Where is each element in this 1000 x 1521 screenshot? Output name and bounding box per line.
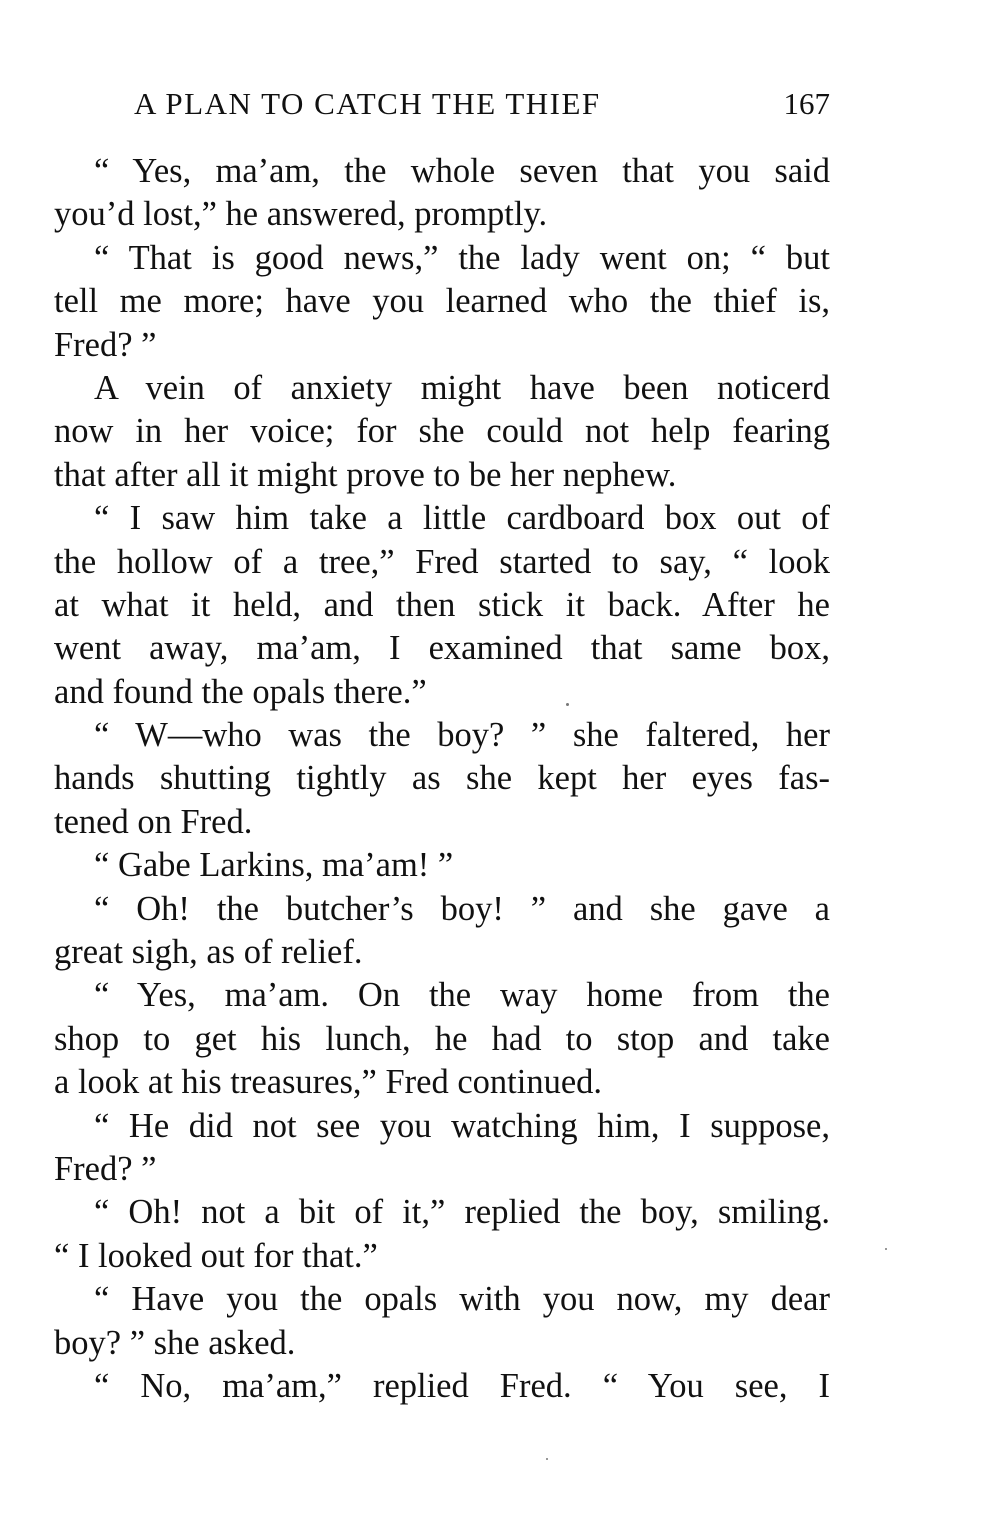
text-line: and found the opals there.” [54,672,427,711]
page-number: 167 [783,86,830,121]
text-line: Fred? ” [54,325,157,364]
text-line: “ Have you the opals with you now, my dear [94,1280,830,1319]
text-line: now in her voice; for she could not help fearing [54,412,830,451]
running-head-title: A PLAN TO CATCH THE THIEF [134,86,601,121]
text-line: tell me more; have you learned who the thief is, [54,282,830,321]
scan-speck [885,1248,887,1250]
text-line: “ Oh! the butcher’s boy! ” and she gave a [94,889,830,928]
body-text [54,150,830,1408]
text-line: “ I looked out for that.” [54,1236,378,1275]
text-line: great sigh, as of relief. [54,933,363,972]
text-line: A vein of anxiety might have been noticerd [94,368,830,407]
text-line: went away, ma’am, I examined that same box, [54,629,830,668]
text-line: shop to get his lunch, he had to stop and take [54,1019,830,1058]
text-line: at what it held, and then stick it back. After he [54,585,830,624]
text-line: “ That is good news,” the lady went on; “ but [94,238,830,277]
running-head [134,86,834,130]
text-line: “ I saw him take a little cardboard box out of [94,499,830,538]
text-line: “ No, ma’am,” replied Fred. “ You see, I [94,1366,830,1405]
text-line: “ Yes, ma’am. On the way home from the [94,976,830,1015]
text-line: that after all it might prove to be her nephew. [54,455,677,494]
text-line: the hollow of a tree,” Fred started to say, “ look [54,542,830,581]
scan-speck [546,1458,548,1460]
text-line: Fred? ” [54,1149,157,1188]
text-line: hands shutting tightly as she kept her eyes fas- [54,759,830,798]
text-line: “ Yes, ma’am, the whole seven that you said [94,152,830,190]
text-line: boy? ” she asked. [54,1323,296,1362]
text-line: tened on Fred. [54,802,253,841]
text-line: “ W—who was the boy? ” she faltered, her [94,716,830,755]
scan-speck [566,703,569,706]
text-line: a look at his treasures,” Fred continued. [54,1063,603,1102]
text-line: you’d lost,” he answered, promptly. [54,195,548,234]
text-line: “ Gabe Larkins, ma’am! ” [94,846,454,885]
text-line: “ He did not see you watching him, I suppose, [94,1106,830,1145]
text-line: “ Oh! not a bit of it,” replied the boy, smiling. [94,1193,830,1232]
